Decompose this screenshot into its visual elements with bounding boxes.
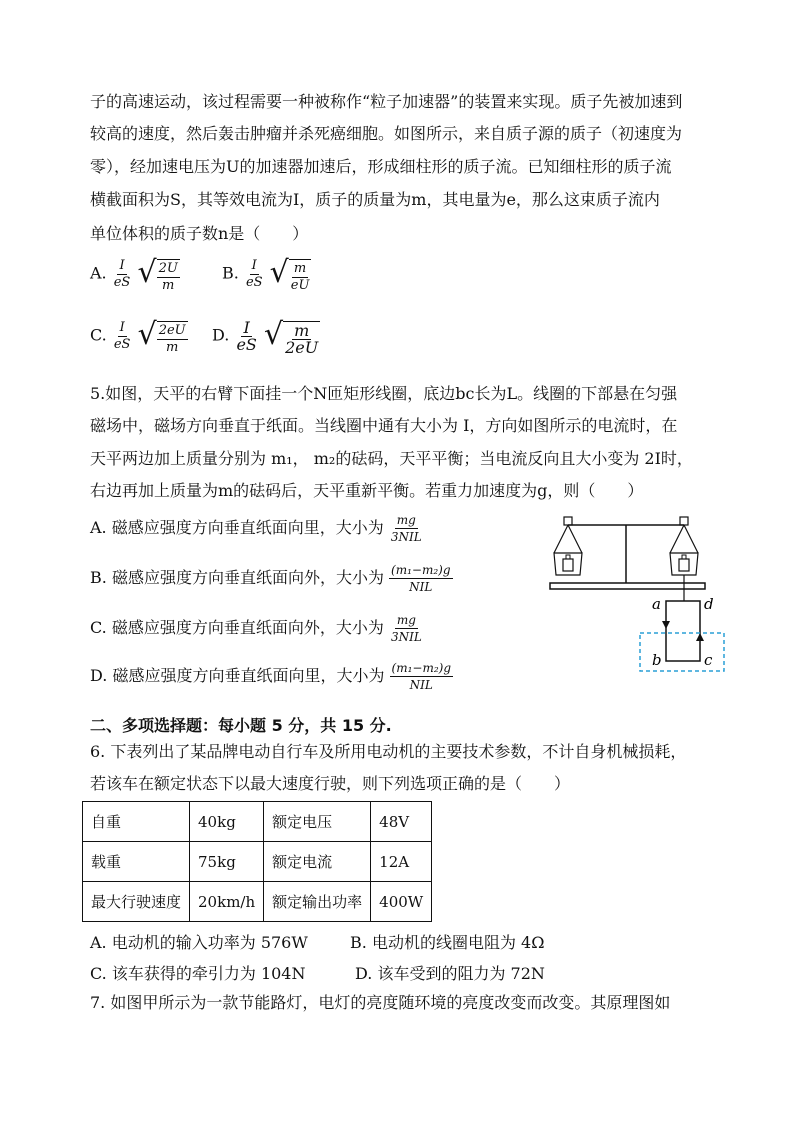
table-cell: 12A xyxy=(371,842,432,882)
fraction: $\frac{I}{eS}$ xyxy=(113,319,131,352)
option-label: D. xyxy=(212,325,230,345)
table-cell: 额定电压 xyxy=(264,802,371,842)
q5-option-a xyxy=(90,512,424,545)
section-heading: 二、多项选择题：每小题 5 分，共 15 分. xyxy=(90,716,392,735)
table-row xyxy=(83,882,432,922)
option-label: B. xyxy=(90,568,107,587)
table-cell: 20km/h xyxy=(190,882,264,922)
table-cell: 最大行驶速度 xyxy=(83,882,190,922)
fraction: $\frac{mg}{\text{3NIL}}$ xyxy=(390,613,422,644)
table-cell: 额定输出功率 xyxy=(264,882,371,922)
option-text: 磁感应强度方向垂直纸面向里，大小为 xyxy=(111,518,384,537)
spec-table xyxy=(82,801,432,922)
q4-option-c xyxy=(90,316,188,356)
option-label: A. xyxy=(90,518,107,537)
option-label: C. xyxy=(90,325,107,345)
q7-line-1: 7. 如图甲所示为一款节能路灯，电灯的亮度随环境的亮度改变而改变。其原理图如 xyxy=(90,993,671,1012)
option-label: D. xyxy=(90,666,108,685)
sqrt: √ $\frac{2eU}{m}$ xyxy=(137,317,186,355)
fraction: $\frac{I}{eS}$ xyxy=(113,257,131,290)
q5-line-4: 右边再加上质量为m的砝码后，天平重新平衡。若重力加速度为g，则（ ） xyxy=(90,481,644,500)
sqrt: √ $\frac{m}{2eU}$ xyxy=(263,317,319,357)
q6-option-c: C. 该车获得的牵引力为 104N xyxy=(90,964,306,983)
option-text: 磁感应强度方向垂直纸面向里，大小为 xyxy=(112,666,385,685)
table-row xyxy=(83,802,432,842)
label-d: d xyxy=(704,595,714,613)
option-label: C. xyxy=(90,618,107,637)
q5-line-2: 磁场中，磁场方向垂直于纸面。当线圈中通有大小为 I，方向如图所示的电流时，在 xyxy=(90,416,678,435)
q4-option-d xyxy=(212,316,320,356)
q6-option-a: A. 电动机的输入功率为 576W xyxy=(90,933,308,952)
table-cell: 75kg xyxy=(190,842,264,882)
q5-option-b xyxy=(90,562,453,595)
table-row xyxy=(83,842,432,882)
q4-option-a xyxy=(90,254,180,294)
sqrt: √ $\frac{2U}{m}$ xyxy=(137,255,178,293)
label-a: a xyxy=(652,595,661,613)
fraction: $\frac{\text{(m₁−m₂)g}}{\text{NIL}}$ xyxy=(391,563,451,594)
fraction: $\frac{\text{(m₁−m₂)g}}{\text{NIL}}$ xyxy=(391,661,452,692)
label-b: b xyxy=(652,651,662,669)
q6-option-d: D. 该车受到的阻力为 72N xyxy=(355,964,545,983)
option-label: B. xyxy=(222,263,239,283)
q6-option-b: B. 电动机的线圈电阻为 4Ω xyxy=(350,933,545,952)
fraction: $\frac{I}{eS}$ xyxy=(245,257,263,290)
table-cell: 400W xyxy=(371,882,432,922)
q6-line-2: 若该车在额定状态下以最大速度行驶，则下列选项正确的是（ ） xyxy=(90,774,571,793)
q5-option-d xyxy=(90,660,453,693)
q4-line-4: 横截面积为S，其等效电流为I，质子的质量为m，其电量为e，那么这束质子流内 xyxy=(90,190,660,209)
option-text: 磁感应强度方向垂直纸面向外，大小为 xyxy=(111,618,384,637)
q4-line-3: 零），经加速电压为U的加速器加速后，形成细柱形的质子流。已知细柱形的质子流 xyxy=(90,157,672,176)
table-cell: 48V xyxy=(371,802,432,842)
q4-line-5: 单位体积的质子数n是（ ） xyxy=(90,224,309,243)
table-cell: 载重 xyxy=(83,842,190,882)
fraction: $\frac{mg}{\text{3NIL}}$ xyxy=(390,513,422,544)
label-c: c xyxy=(704,651,713,669)
q5-line-1: 5.如图，天平的右臂下面挂一个N匝矩形线圈，底边bc长为L。线圈的下部悬在匀强 xyxy=(90,384,678,403)
q5-option-c xyxy=(90,612,424,645)
option-text: 磁感应强度方向垂直纸面向外，大小为 xyxy=(111,568,384,587)
table-cell: 额定电流 xyxy=(264,842,371,882)
q4-option-b xyxy=(222,254,311,294)
q6-line-1: 6. 下表列出了某品牌电动自行车及所用电动机的主要技术参数，不计自身机械损耗， xyxy=(90,742,687,761)
table-cell: 自重 xyxy=(83,802,190,842)
q5-line-3: 天平两边加上质量分别为 m₁， m₂的砝码，天平平衡；当电流反向且大小变为 2I时， xyxy=(90,449,693,468)
balance-coil-figure xyxy=(540,505,740,685)
sqrt: √ $\frac{m}{eU}$ xyxy=(269,255,310,293)
q4-line-2: 较高的速度，然后轰击肿瘤并杀死癌细胞。如图所示，来自质子源的质子（初速度为 xyxy=(90,124,683,143)
option-label: A. xyxy=(90,263,107,283)
table-cell: 40kg xyxy=(190,802,264,842)
q4-line-1: 子的高速运动，该过程需要一种被称作“粒子加速器”的装置来实现。质子先被加速到 xyxy=(90,92,683,111)
fraction: $\frac{I}{eS}$ xyxy=(236,317,257,354)
